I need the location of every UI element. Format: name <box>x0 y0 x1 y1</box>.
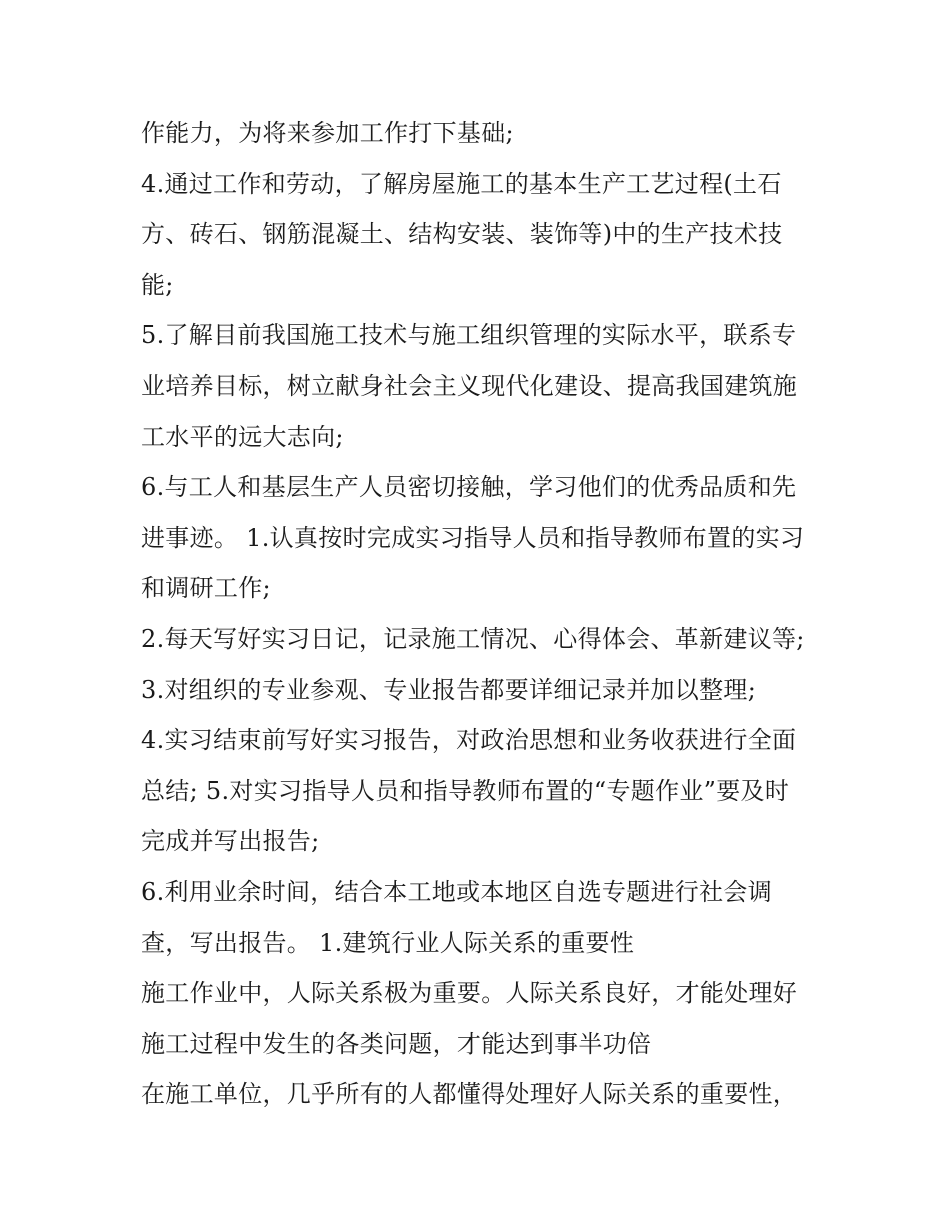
text-line: 3.对组织的专业参观、专业报告都要详细记录并加以整理; <box>141 675 757 704</box>
text-line: 查，写出报告。 1.建筑行业人际关系的重要性 <box>141 928 635 957</box>
text-line: 进事迹。 1.认真按时完成实习指导人员和指导教师布置的实习 <box>141 523 805 552</box>
text-line: 6.与工人和基层生产人员密切接触，学习他们的优秀品质和先 <box>141 473 797 502</box>
text-line: 总结; 5.对实习指导人员和指导教师布置的“专题作业”要及时 <box>141 776 790 805</box>
text-line: 4.通过工作和劳动，了解房屋施工的基本生产工艺过程(土石 <box>141 169 782 198</box>
text-line: 施工过程中发生的各类问题，才能达到事半功倍 <box>141 1029 652 1058</box>
text-line: 4.实习结束前写好实习报告，对政治思想和业务收获进行全面 <box>141 726 797 755</box>
text-line: 工水平的远大志向; <box>141 422 344 451</box>
text-line: 业培养目标，树立献身社会主义现代化建设、提高我国建筑施 <box>141 371 798 400</box>
text-line: 6.利用业余时间，结合本工地或本地区自选专题进行社会调 <box>141 877 772 906</box>
text-line: 在施工单位，几乎所有的人都懂得处理好人际关系的重要性， <box>141 1080 798 1109</box>
text-line: 和调研工作; <box>141 574 271 603</box>
text-line: 2.每天写好实习日记，记录施工情况、心得体会、革新建议等; <box>141 624 805 653</box>
text-line: 5.了解目前我国施工技术与施工组织管理的实际水平，联系专 <box>141 321 797 350</box>
text-line: 方、砖石、钢筋混凝土、结构安装、装饰等)中的生产技术技 <box>141 220 783 249</box>
text-line: 施工作业中，人际关系极为重要。人际关系良好，才能处理好 <box>141 979 798 1008</box>
text-line: 作能力，为将来参加工作打下基础; <box>141 119 514 147</box>
text-line: 能; <box>141 270 174 299</box>
body-text <box>141 108 841 1120</box>
text-line: 完成并写出报告; <box>141 827 320 856</box>
